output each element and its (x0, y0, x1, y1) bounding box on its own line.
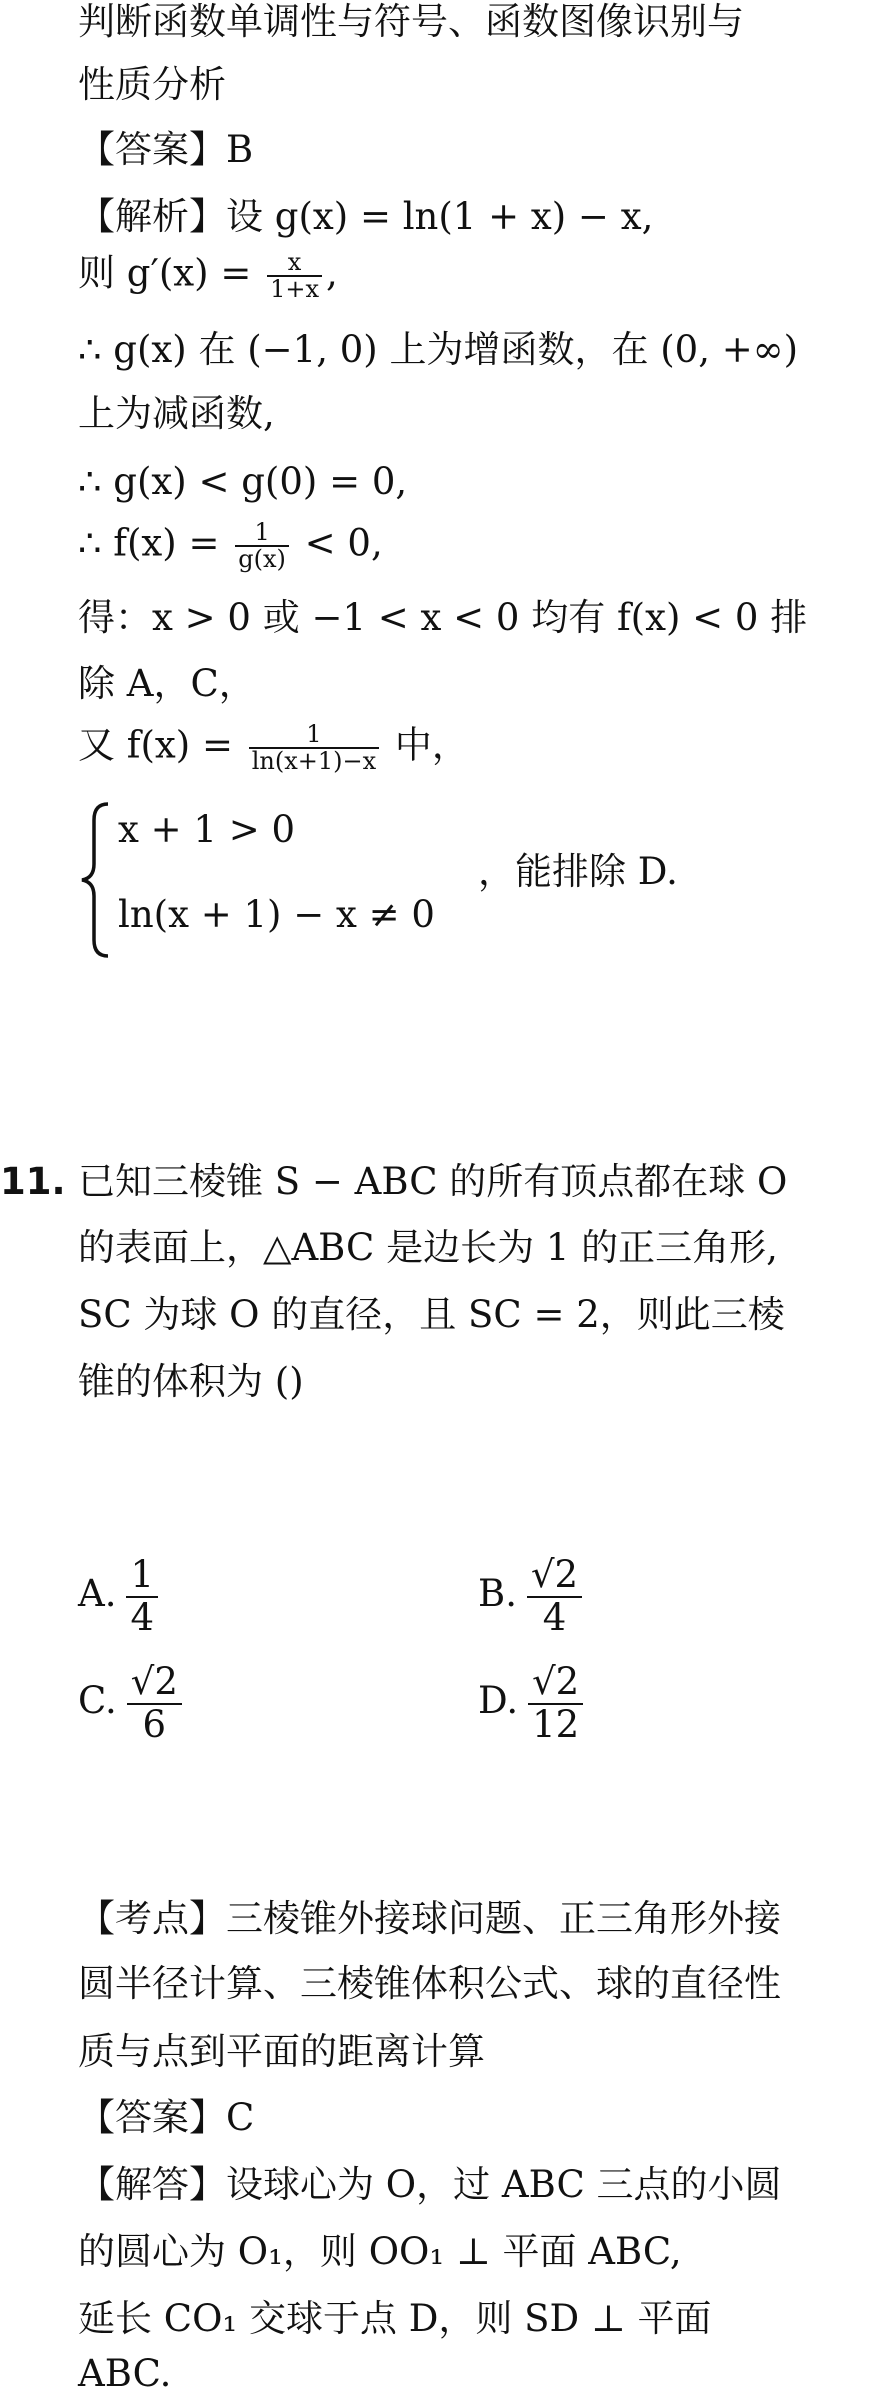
solution-line-6-pre: ∴ f(x) = (78, 521, 232, 565)
option-b-numerator: √2 (530, 1553, 579, 1596)
kaodian-line-2: 圆半径计算、三棱锥体积公式、球的直径性 (78, 1962, 781, 2005)
kaodian-line-1: 【考点】三棱锥外接球问题、正三角形外接 (78, 1897, 781, 1940)
jieda-line-2: 的圆心为 O₁，则 OO₁ ⊥ 平面 ABC, (78, 2230, 682, 2273)
topic-line-2: 性质分析 (78, 63, 226, 106)
solution-line-3: ∴ g(x) 在 (−1, 0) 上为增函数，在 (0, +∞) (78, 328, 798, 371)
solution-line-7: 得：x > 0 或 −1 < x < 0 均有 f(x) < 0 排 (78, 596, 808, 639)
solution-line-2-post: , (326, 251, 338, 295)
derivative-fraction (267, 250, 322, 302)
system-condition-2: ln(x + 1) − x ≠ 0 (118, 893, 435, 936)
option-d[interactable] (478, 1662, 583, 1745)
option-a-numerator: 1 (130, 1553, 155, 1596)
derivative-numerator: x (287, 248, 302, 276)
solution-line-9-pre: 又 f(x) = (78, 723, 245, 767)
f-def-denominator: ln(x+1)−x (249, 747, 379, 774)
option-a[interactable] (78, 1555, 158, 1638)
option-c[interactable] (78, 1662, 182, 1745)
solution-line-6 (78, 520, 383, 572)
option-c-label: C. (78, 1679, 117, 1723)
solution-line-9-post: 中， (383, 723, 469, 767)
f-numerator: 1 (254, 518, 270, 546)
jieda-line-4: ABC. (78, 2352, 172, 2395)
left-brace-icon (78, 800, 114, 960)
solution-line-2-pre: 则 g′(x) = (78, 251, 264, 295)
system-condition-1: x + 1 > 0 (118, 808, 295, 851)
solution-line-2 (78, 250, 338, 302)
f-fraction (235, 520, 289, 572)
option-d-label: D. (478, 1679, 519, 1723)
question-stem-4: 锥的体积为 () (78, 1360, 304, 1403)
f-denominator: g(x) (235, 545, 289, 572)
solution-line-5: ∴ g(x) < g(0) = 0, (78, 460, 408, 503)
option-b[interactable] (478, 1555, 582, 1638)
f-def-fraction (249, 722, 379, 774)
kaodian-line-3: 质与点到平面的距离计算 (78, 2030, 485, 2073)
solution-line-9 (78, 722, 469, 774)
option-b-fraction (527, 1555, 582, 1638)
solution-line-8: 除 A，C， (78, 662, 256, 705)
solution-line-4: 上为减函数, (78, 392, 275, 435)
option-a-denominator: 4 (126, 1596, 158, 1639)
topic-line-1: 判断函数单调性与符号、函数图像识别与 (78, 0, 744, 43)
option-c-denominator: 6 (127, 1703, 182, 1746)
question-stem-3: SC 为球 O 的直径，且 SC = 2，则此三棱 (78, 1293, 785, 1336)
option-c-fraction (127, 1662, 182, 1745)
jieda-line-3: 延长 CO₁ 交球于点 D，则 SD ⊥ 平面 (78, 2297, 712, 2340)
option-b-denominator: 4 (527, 1596, 582, 1639)
jieda-line-1: 【解答】设球心为 O，过 ABC 三点的小圆 (78, 2163, 782, 2206)
system-conclusion: ，能排除 D. (478, 850, 678, 893)
option-d-fraction (528, 1662, 583, 1745)
option-c-numerator: √2 (130, 1660, 178, 1703)
option-a-fraction (126, 1555, 158, 1638)
option-d-numerator: √2 (532, 1660, 580, 1703)
question-number: 11. (0, 1160, 66, 1203)
solution-line-1: 【解析】设 g(x) = ln(1 + x) − x, (78, 195, 654, 238)
derivative-denominator: 1+x (267, 275, 322, 302)
option-b-label: B. (478, 1572, 517, 1616)
solution-line-6-post: < 0, (292, 521, 383, 565)
question-stem-2: 的表面上，△ABC 是边长为 1 的正三角形, (78, 1226, 778, 1269)
question-stem-1: 已知三棱锥 S − ABC 的所有顶点都在球 O (78, 1160, 788, 1203)
q11-answer: 【答案】C (78, 2096, 255, 2139)
f-def-numerator: 1 (306, 720, 322, 748)
option-a-label: A. (78, 1572, 117, 1616)
prev-answer: 【答案】B (78, 128, 254, 171)
option-d-denominator: 12 (528, 1703, 583, 1746)
